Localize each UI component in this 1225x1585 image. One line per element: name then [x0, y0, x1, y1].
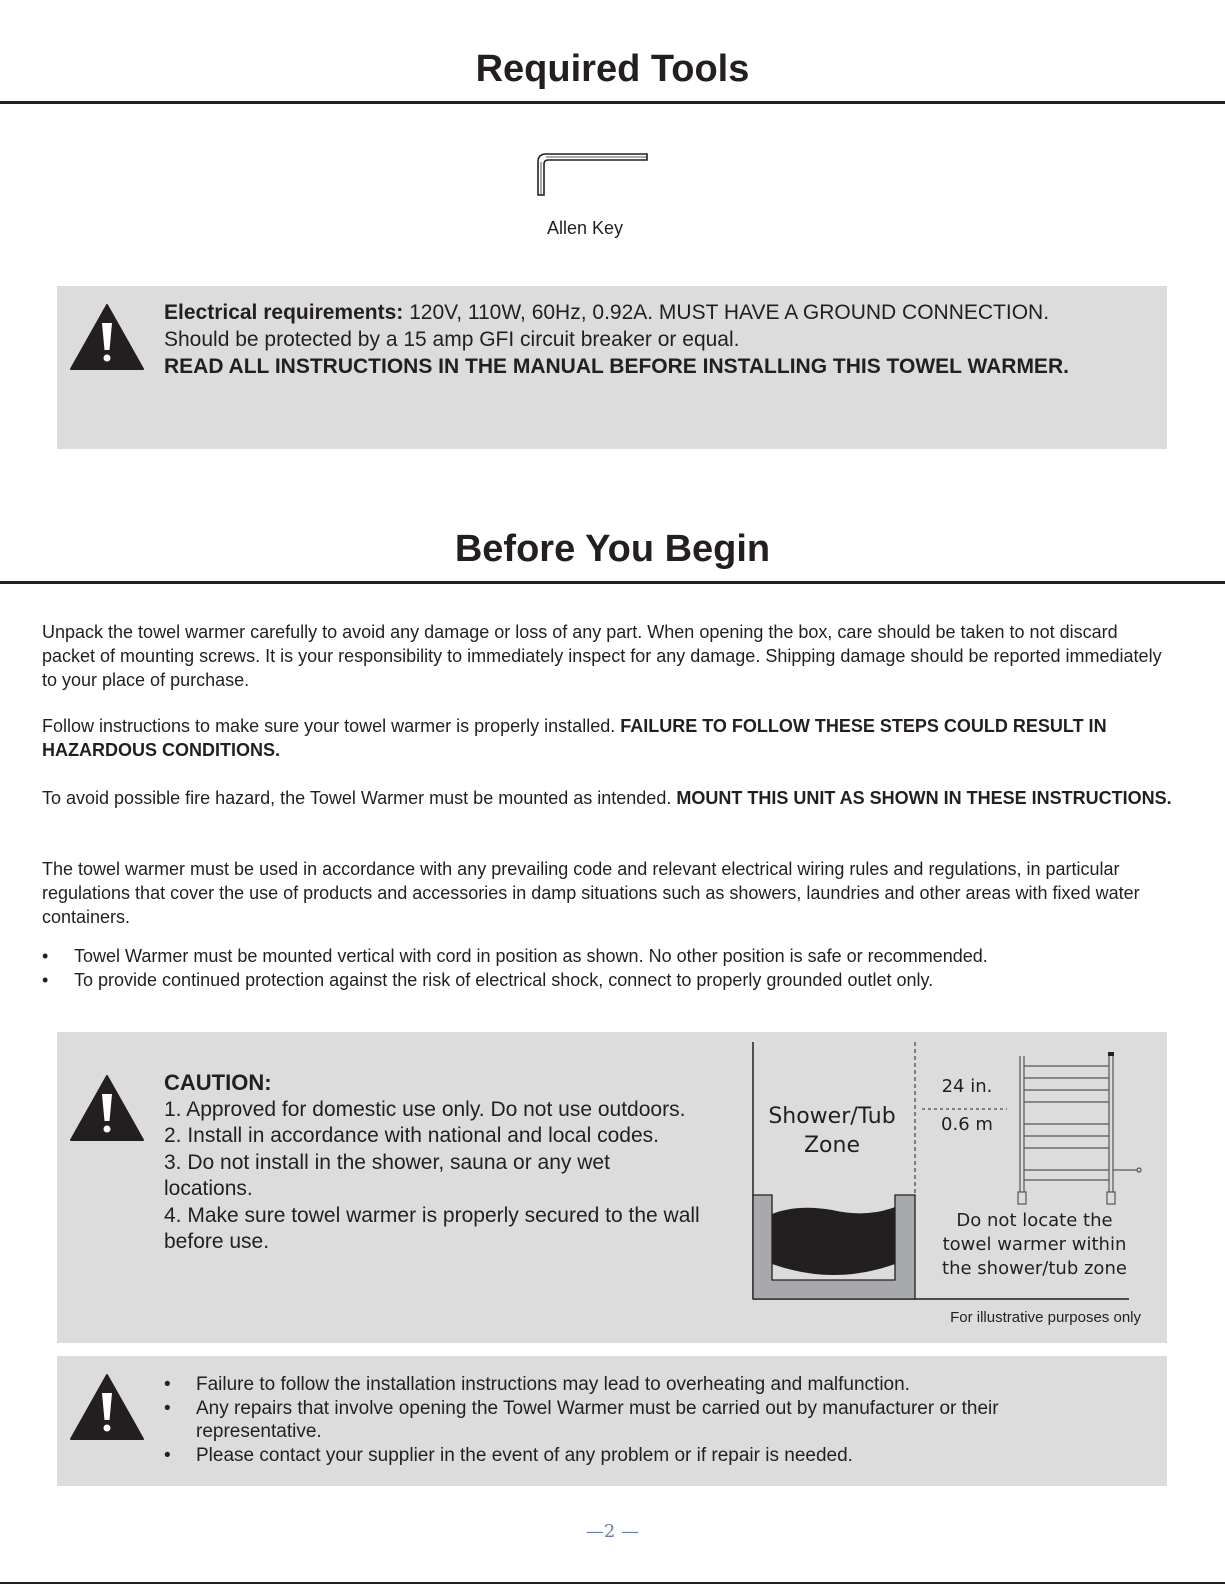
intro-paragraph-4: The towel warmer must be used in accordance with any prevailing code and relevant electrical wiring rules and regulations, in particular regulations that cover the use of products and accessories in damp situations such as showers, laundries and other areas with fixed water containers. [42, 859, 1140, 927]
caution-panel [57, 1032, 1167, 1343]
caution-item: 3. Do not install in the shower, sauna or any wet locations. [164, 1150, 610, 1200]
intro-p3-bold: MOUNT THIS UNIT AS SHOWN IN THESE INSTRUCTIONS. [676, 788, 1172, 808]
electrical-label: Electrical requirements: [164, 301, 404, 324]
list-item: • Any repairs that involve opening the Towel Warmer must be carried out by manufacturer or their representative. [164, 1397, 1124, 1444]
title-rule [0, 581, 1225, 584]
electrical-breaker: Should be protected by a 15 amp GFI circuit breaker or equal. [164, 328, 740, 351]
final-warning-panel [57, 1356, 1167, 1486]
warning-icon [69, 303, 145, 376]
caution-title: CAUTION: [164, 1070, 272, 1095]
electrical-spec: 120V, 110W, 60Hz, 0.92A. MUST HAVE A GROUND CONNECTION. [403, 301, 1050, 324]
warning-icon [69, 1074, 145, 1147]
zone-note-line: Do not locate the [956, 1210, 1113, 1231]
electrical-requirements-text [164, 299, 1154, 380]
section-title-required-tools: Required Tools [475, 48, 750, 90]
caution-text [164, 1070, 704, 1256]
zone-note-line: towel warmer within [942, 1234, 1127, 1255]
final-warning-list [164, 1373, 1124, 1467]
bottom-rule [0, 1582, 1225, 1584]
warning-icon [69, 1373, 145, 1446]
intro-p3-text: To avoid possible fire hazard, the Towel Warmer must be mounted as intended. [42, 788, 677, 808]
caution-item: 4. Make sure towel warmer is properly secured to the wall before use. [164, 1203, 700, 1253]
zone-label-line: Shower/Tub [768, 1104, 896, 1129]
section-title-before-you-begin: Before You Begin [454, 528, 771, 570]
intro-paragraph-3 [42, 786, 1172, 810]
list-item: • Failure to follow the installation instructions may lead to overheating and malfunction. [164, 1373, 1124, 1397]
list-item: • To provide continued protection against the risk of electrical shock, connect to properly grounded outlet only. [42, 968, 1172, 992]
list-item: • Please contact your supplier in the event of any problem or if repair is needed. [164, 1444, 1124, 1468]
caution-item: 2. Install in accordance with national and local codes. [164, 1124, 659, 1147]
title-rule [0, 101, 1225, 104]
distance-meters: 0.6 m [941, 1114, 993, 1135]
intro-bullet-list [42, 944, 1172, 992]
distance-inches: 24 in. [941, 1076, 993, 1097]
zone-warning-note [932, 1209, 1137, 1281]
zone-label-line: Zone [803, 1133, 860, 1158]
allen-key-icon [480, 150, 690, 205]
electrical-warning-panel [57, 286, 1167, 449]
caution-item: 1. Approved for domestic use only. Do not use outdoors. [164, 1097, 686, 1121]
page-number: —2 — [585, 1521, 640, 1542]
list-item: • Towel Warmer must be mounted vertical with cord in position as shown. No other position is safe or recommended. [42, 944, 1172, 968]
intro-p2-text: Follow instructions to make sure your towel warmer is properly installed. [42, 716, 621, 736]
illustrative-note: For illustrative purposes only [950, 1309, 1141, 1326]
intro-p2-bold: FAILURE TO FOLLOW THESE STEPS COULD RESULT IN HAZARDOUS CONDITIONS. [42, 716, 1107, 760]
shower-zone-diagram [752, 1042, 1147, 1307]
zone-note-line: the shower/tub zone [942, 1258, 1127, 1279]
zone-label [757, 1102, 907, 1160]
intro-paragraph-1: Unpack the towel warmer carefully to avoid any damage or loss of any part. When opening the box, care should be taken to not discard packet of mounting screws. It is your responsibility to immediately inspect for any damage. Shipping damage should be reported immediately to your place of purchase. [42, 622, 1162, 690]
intro-paragraph-2 [42, 714, 1172, 762]
allen-key-label: Allen Key [546, 218, 624, 238]
read-all-instructions: READ ALL INSTRUCTIONS IN THE MANUAL BEFORE INSTALLING THIS TOWEL WARMER. [164, 355, 1069, 378]
